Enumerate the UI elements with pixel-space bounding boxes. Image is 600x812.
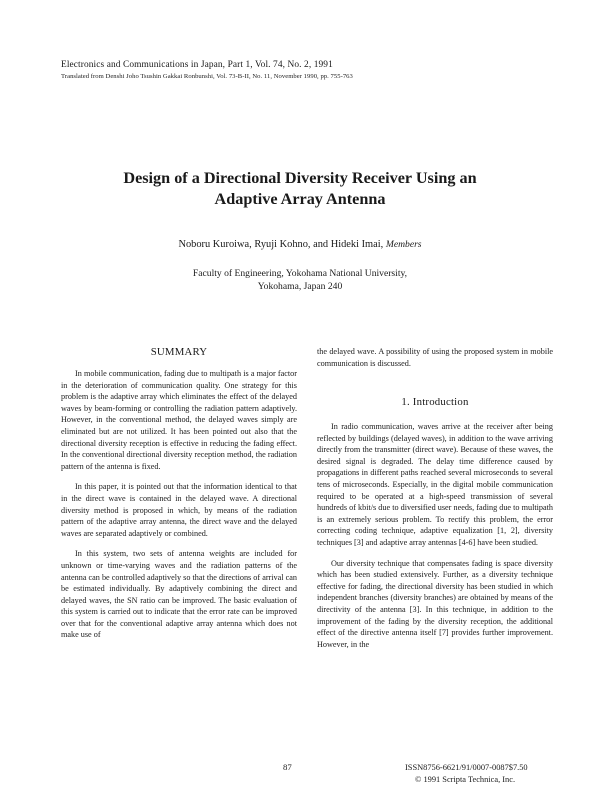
issn-code: ISSN8756-6621/91/0007-0087$7.50 bbox=[405, 763, 528, 772]
affiliation bbox=[0, 267, 600, 293]
title-line-1: Design of a Directional Diversity Receiver Using an bbox=[123, 169, 477, 187]
affiliation-line-1: Faculty of Engineering, Yokohama National University, bbox=[192, 268, 408, 279]
translation-note: Translated from Denshi Joho Tsushin Gakkai Ronbunshi, Vol. 73-B-II, No. 11, November 1990, pp. 755-763 bbox=[61, 73, 353, 80]
left-column bbox=[61, 368, 297, 650]
summary-paragraph-3: In this system, two sets of antenna weights are included for unknown or time-varying waves and the radiation patterns of the antenna can be controlled adaptively so that the directions of arrival can be estimated individually. By adaptively combining the direct and delayed waves, the SN ratio can be improved. The basic evaluation of this system is carried out to indicate that the error rate can be improved over that for the conventional adaptive array antenna which does not make use of bbox=[61, 549, 297, 640]
author-names: Noboru Kuroiwa, Ryuji Kohno, and Hideki Imai, bbox=[178, 239, 384, 250]
title-line-2: Adaptive Array Antenna bbox=[214, 190, 386, 208]
introduction-heading: 1. Introduction bbox=[401, 396, 469, 408]
page-number: 87 bbox=[283, 762, 292, 772]
summary-heading: SUMMARY bbox=[150, 346, 208, 358]
copyright-notice: © 1991 Scripta Technica, Inc. bbox=[415, 774, 516, 784]
summary-paragraph-2: In this paper, it is pointed out that the information identical to that in the direct wave is contained in the delayed wave. A directional diversity method is proposed in which, by means of the radiation pattern of the adaptive array antenna, the direct wave and the delayed waves are separated adaptively or combined. bbox=[61, 482, 297, 538]
right-column bbox=[317, 346, 553, 378]
affiliation-line-2: Yokohama, Japan 240 bbox=[257, 281, 343, 292]
introduction-paragraph-2: Our diversity technique that compensates fading is space diversity which has been studied extensively. Further, as a diversity technique effective for fading, the directional diversity has been studied in which independent branches (diversity branches) are obtained by means of the directivity of the antenna [3]. In this technique, in addition to the improvement of the fading by the diversity reception, the additional effect of the directive antenna itself [7] provides further improvement. However, in the bbox=[317, 558, 553, 649]
author-role: Members bbox=[385, 239, 422, 250]
journal-citation: Electronics and Communications in Japan, Part 1, Vol. 74, No. 2, 1991 bbox=[61, 60, 333, 70]
introduction-body bbox=[317, 421, 553, 659]
summary-continuation: the delayed wave. A possibility of using the proposed system in mobile communication is discussed. bbox=[317, 347, 553, 368]
footer-rights bbox=[405, 762, 528, 785]
summary-paragraph-1: In mobile communication, fading due to multipath is a major factor in the deterioration of communication quality. One strategy for this problem is the adaptive array which eliminates the effect of the delayed waves by beam-forming or controlling the radiation pattern adaptively. However, in the conventional method, the delayed waves simply are eliminated but are not utilized. It has been pointed out also that the directional diversity reception is effective in reducing the fading effect. In the conventional directional diversity reception method, the radiation pattern of the antenna is fixed. bbox=[61, 369, 297, 471]
paper-title bbox=[40, 168, 560, 210]
introduction-paragraph-1: In radio communication, waves arrive at the receiver after being reflected by buildings (delayed waves), in addition to the wave arriving directly from the transmitter (direct wave). Because of these waves, the desired signal is degraded. The delay time difference caused by propagations in different paths reached several microseconds to several tens of microseconds. Especially, in the digital mobile communication required to be operated at a high-speed transmission of several hundreds of kbit/s due to diversified user needs, fading due to multipath is an extremely serious problem. To rectify this problem, the error correcting coding technique, adaptive equalization [1, 2], diversity techniques [3] and adaptive array antennas [4-6] have been studied. bbox=[317, 422, 553, 547]
author-list bbox=[0, 239, 600, 250]
